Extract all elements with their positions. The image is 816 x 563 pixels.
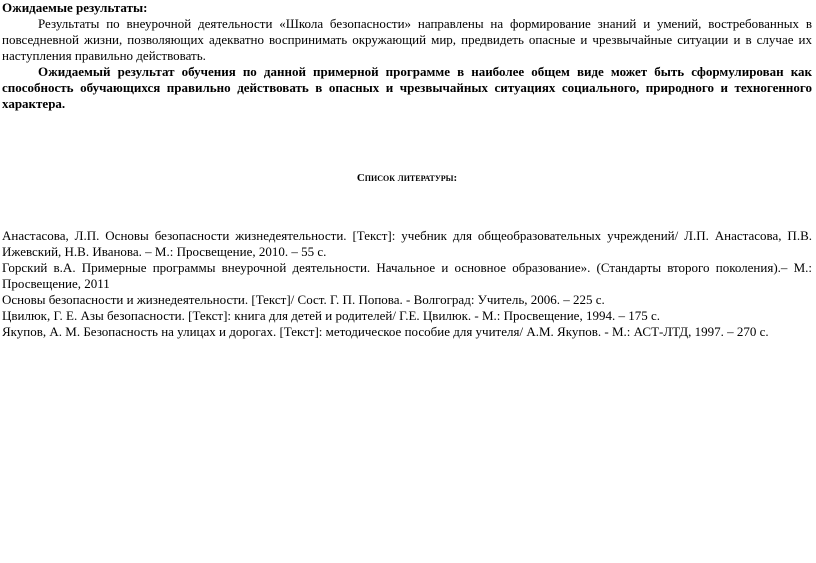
paragraph-expected-outcome: Ожидаемый результат обучения по данной примерной программе в наиболее общем виде может быть сформулирован как способность обучающихся правильно действовать в опасных и чрезвычайных ситуациях социального, природного и техногенного характера. [2, 64, 812, 111]
bibliography-item: Цвилюк, Г. Е. Азы безопасности. [Текст]: книга для детей и родителей/ Г.Е. Цвилюк. - М.: Просвещение, 1994. – 175 с. [2, 308, 660, 323]
paragraph-results: Результаты по внеурочной деятельности «Школа безопасности» направлены на формирование знаний и умений, востребованных в повседневной жизни, позволяющих адекватно воспринимать окружающий мир, предвидеть опасные и чрезвычайные ситуации и в случае их наступления правильно действовать. [2, 16, 812, 63]
document-page [2, 0, 812, 340]
bibliography-item: Анастасова, Л.П. Основы безопасности жизнедеятельности. [Текст]: учебник для общеобразовательных учреждений/ Л.П. Анастасова, П.В. Ижевский, Н.В. Иванова. – М.: Просвещение, 2010. – 55 с. [2, 228, 812, 259]
bibliography-list [2, 228, 812, 340]
bibliography-item: Горский в.А. Примерные программы внеурочной деятельности. Начальное и основное образование». (Стандарты второго поколения).– М.: Просвещение, 2011 [2, 260, 812, 291]
section-heading: Ожидаемые результаты: [2, 0, 148, 15]
bibliography-item: Якупов, А. М. Безопасность на улицах и дорогах. [Текст]: методическое пособие для учителя/ А.М. Якупов. - М.: АСТ-ЛТД, 1997. – 270 с. [2, 324, 769, 339]
bibliography-title: Список литературы: [356, 172, 458, 184]
bibliography-item: Основы безопасности и жизнедеятельности. [Текст]/ Сост. Г. П. Попова. - Волгоград: Учитель, 2006. – 225 с. [2, 292, 605, 307]
